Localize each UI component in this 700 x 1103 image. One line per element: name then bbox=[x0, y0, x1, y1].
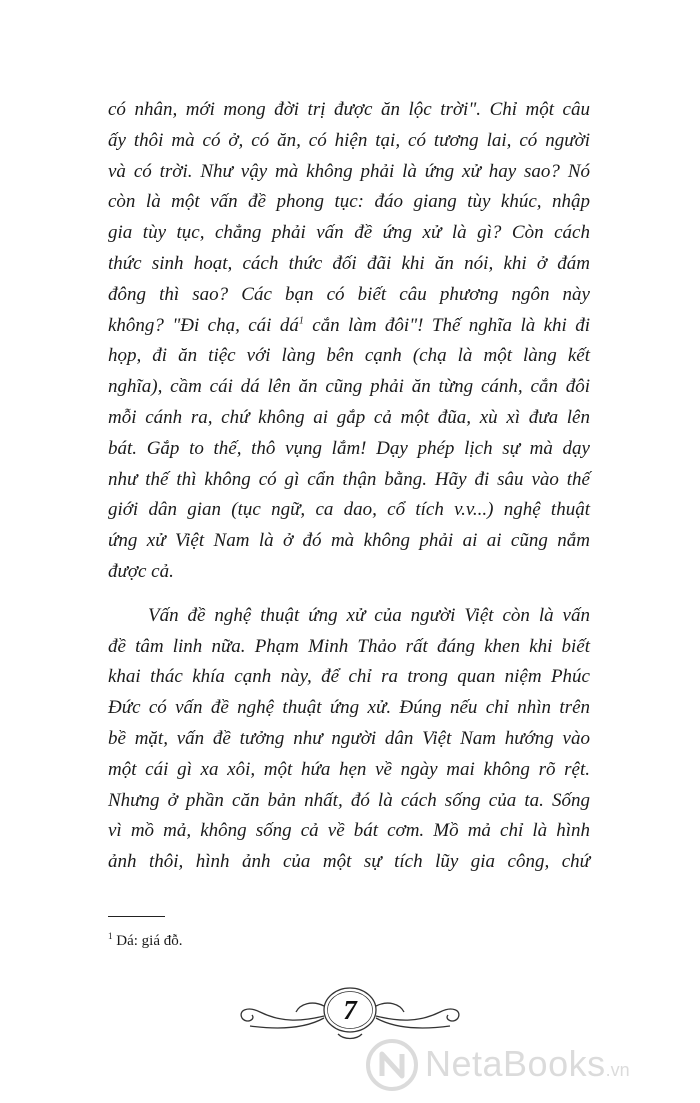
text-line: ấy thôi mà có ở, có ăn, có hiện tại, có tương lai, có người bbox=[108, 129, 590, 151]
text-line: nghĩa), cầm cái dá lên ăn cũng phải ăn từng cánh, cắn đôi bbox=[108, 376, 590, 398]
text-line: họp, đi ăn tiệc với làng bên cạnh (chạ là một làng kết bbox=[108, 345, 590, 367]
text-line: mỗi cánh ra, chứ không ai gắp cả một đũa, xù xì đưa lên bbox=[108, 406, 590, 428]
body-text bbox=[108, 95, 590, 878]
text-line: được cả. bbox=[108, 560, 174, 582]
text-line: Đức có vấn đề nghệ thuật ứng xử. Đúng nếu chỉ nhìn trên bbox=[108, 697, 590, 719]
text-line: Vấn đề nghệ thuật ứng xử của người Việt còn là vấn bbox=[148, 604, 590, 626]
text-line: thức sinh hoạt, cách thức đối đãi khi ăn nói, khi ở đám bbox=[108, 252, 590, 274]
watermark-suffix: .vn bbox=[605, 1060, 630, 1080]
paragraph-gap bbox=[108, 588, 590, 601]
text-line: khai thác khía cạnh này, để chỉ ra trong quan niệm Phúc bbox=[108, 666, 590, 688]
paragraph-2 bbox=[108, 601, 590, 878]
watermark bbox=[365, 1035, 695, 1095]
text-line bbox=[108, 311, 590, 342]
text-line: ảnh thôi, hình ảnh của một sự tích lũy gia công, chứ bbox=[108, 851, 590, 873]
footnote bbox=[108, 932, 182, 950]
text-line: một cái gì xa xôi, một hứa hẹn về ngày mai không rõ rệt. bbox=[108, 758, 590, 780]
paragraph-1 bbox=[108, 95, 590, 588]
text-line: giới dân gian (tục ngữ, ca dao, cổ tích v.v...) nghệ thuật bbox=[108, 499, 590, 521]
watermark-brand: NetaBooks bbox=[425, 1043, 606, 1084]
footnote-divider bbox=[108, 916, 165, 917]
text-line: vì mồ mả, không sống cả về bát cơm. Mồ mả chỉ là hình bbox=[108, 820, 590, 842]
text-line: ứng xử Việt Nam là ở đó mà không phải ai ai cũng nắm bbox=[108, 530, 590, 552]
text-line: Nhưng ở phần căn bản nhất, đó là cách sống của ta. Sống bbox=[108, 789, 590, 811]
text-line: có nhân, mới mong đời trị được ăn lộc trời". Chỉ một câu bbox=[108, 99, 590, 120]
text-line: còn là một vấn đề phong tục: đáo giang tùy khúc, nhập bbox=[108, 191, 590, 213]
text-line: bát. Gắp to thế, thô vụng lắm! Dạy phép lịch sự mà dạy bbox=[108, 437, 590, 459]
footnote-marker: 1 bbox=[108, 931, 113, 941]
text-segment: cắn làm đôi"! Thế nghĩa là khi đi bbox=[303, 314, 590, 336]
text-line: đông thì sao? Các bạn có biết câu phương ngôn này bbox=[108, 283, 590, 305]
netabooks-logo-icon bbox=[365, 1038, 419, 1092]
text-line: như thế thì không có gì cẩn thận bằng. Hãy đi sâu vào thế bbox=[108, 468, 590, 490]
text-segment: không? "Đi chạ, cái dá bbox=[108, 314, 299, 336]
text-line: và có trời. Như vậy mà không phải là ứng xử hay sao? Nó bbox=[108, 160, 590, 182]
text-line: bề mặt, vấn đề tưởng như người dân Việt Nam hướng vào bbox=[108, 727, 590, 749]
footnote-text: Dá: giá đỗ. bbox=[112, 933, 183, 949]
text-line: đề tâm linh nữa. Phạm Minh Thảo rất đáng khen khi biết bbox=[108, 635, 590, 657]
text-line: gia tùy tục, chẳng phải vấn đề ứng xử là gì? Còn cách bbox=[108, 222, 590, 244]
footnote-reference: 1 bbox=[298, 315, 304, 327]
page-number: 7 bbox=[343, 995, 357, 1025]
